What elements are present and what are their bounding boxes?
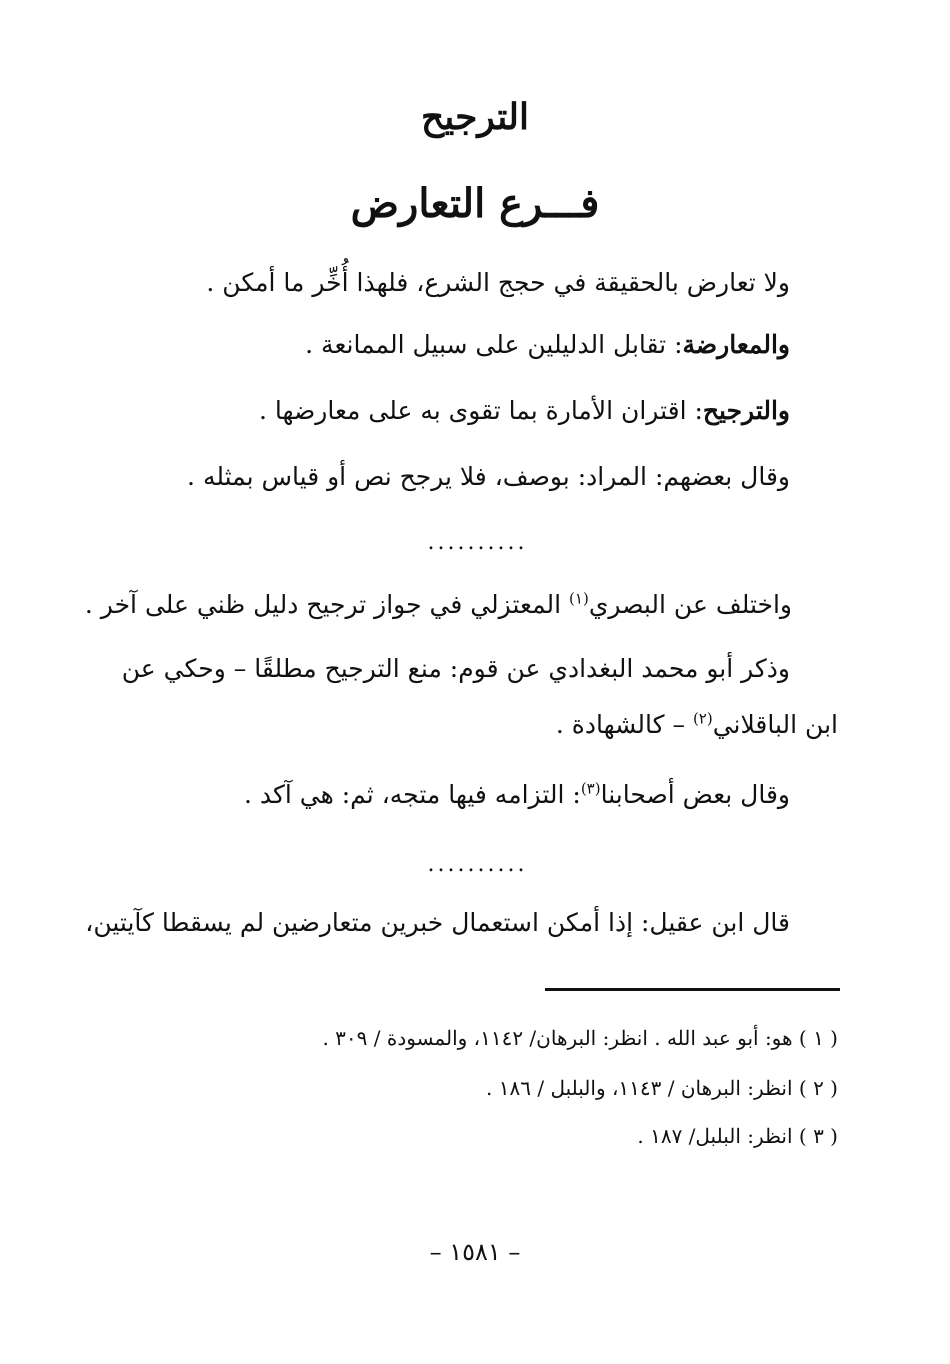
footnote-2: ( ٢ ) انظر: البرهان / ١١٤٣، والبلبل / ١٨٦ . — [486, 1076, 838, 1100]
term-preponderance: والترجيح — [702, 396, 790, 425]
chapter-title: الترجيح — [420, 96, 530, 138]
paragraph-no-contradiction: ولا تعارض بالحقيقة في حجج الشرع، فلهذا أُخِّر ما أمكن . — [206, 268, 790, 297]
paragraph-definition-opposition — [305, 330, 790, 359]
footnote-ref-2: (٢) — [692, 709, 713, 728]
footnote-1: ( ١ ) هو: أبو عبد الله . انظر: البرهان/ ١١٤٢، والمسودة / ٣٠٩ . — [322, 1026, 838, 1050]
paragraph-some-said: وقال بعضهم: المراد: بوصف، فلا يرجح نص أو قياس بمثله . — [187, 462, 790, 491]
paragraph-baghdadi-line-1: وذكر أبو محمد البغدادي عن قوم: منع الترجيح مطلقًا – وحكي عن — [121, 654, 790, 683]
footnote-3: ( ٣ ) انظر: البلبل/ ١٨٧ . — [637, 1124, 838, 1148]
paragraph-companions-view: وقال بعض أصحابنا$^{(٣)}$: التزامه فيها متجه، ثم: هي آكد . — [243, 779, 790, 809]
section-title: فـــرع التعارض — [350, 180, 600, 227]
footnote-ref-3: (٣) — [580, 779, 601, 798]
ellipsis-separator: .......... — [427, 852, 528, 877]
paragraph-basri-disagreement: واختلف عن البصري$^{(١)}$ المعتزلي في جواز ترجيح دليل ظني على آخر . — [84, 589, 792, 619]
footnote-ref-1: (١) — [569, 589, 589, 608]
ellipsis-separator: .......... — [427, 530, 528, 555]
page-number: – ١٥٨١ – — [429, 1238, 521, 1266]
footnote-divider — [545, 988, 840, 991]
term-opposition: والمعارضة — [682, 330, 790, 359]
definition-preponderance: : اقتران الأمارة بما تقوى به على معارضها . — [259, 396, 703, 425]
definition-opposition: : تقابل الدليلين على سبيل الممانعة . — [305, 330, 683, 359]
paragraph-definition-preponderance — [259, 396, 790, 425]
paragraph-ibn-aqil: قال ابن عقيل: إذا أمكن استعمال خبرين متعارضين لم يسقطا كآيتين، — [85, 908, 790, 937]
paragraph-baghdadi-line-2: ابن الباقلاني$^{(٢)}$ – كالشهادة . — [555, 709, 838, 739]
